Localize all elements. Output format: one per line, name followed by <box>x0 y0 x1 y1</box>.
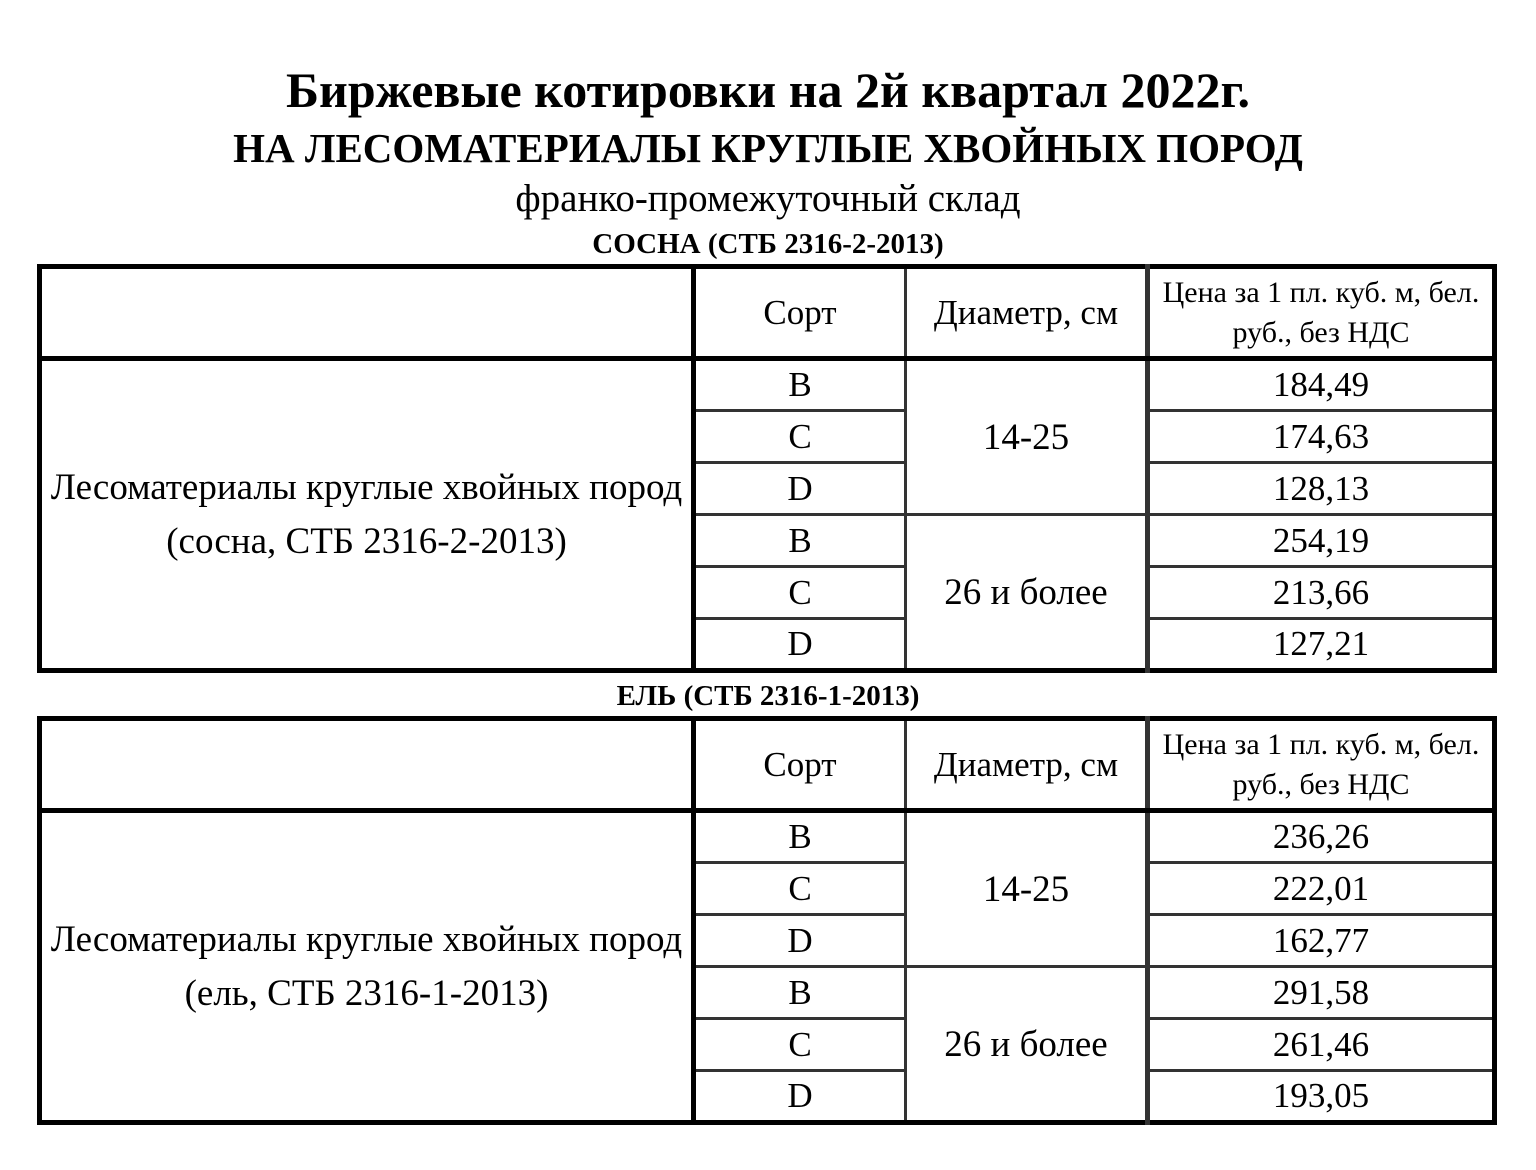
price-cell: 222,01 <box>1148 863 1495 915</box>
price-cell: 213,66 <box>1148 567 1495 619</box>
grade-cell: C <box>694 567 906 619</box>
diameter-cell: 14-25 <box>906 811 1148 967</box>
product-name: Лесоматериалы круглые хвойных пород (сосна, СТБ 2316-2-2013) <box>40 359 694 671</box>
grade-cell: C <box>694 411 906 463</box>
header-diameter: Диаметр, см <box>906 719 1148 811</box>
table-row <box>40 811 1495 863</box>
grade-cell: D <box>694 619 906 671</box>
grade-cell: C <box>694 863 906 915</box>
product-name: Лесоматериалы круглые хвойных пород (ель, СТБ 2316-1-2013) <box>40 811 694 1123</box>
grade-cell: D <box>694 463 906 515</box>
header-diameter: Диаметр, см <box>906 267 1148 359</box>
grade-cell: B <box>694 359 906 411</box>
grade-cell: B <box>694 515 906 567</box>
table-row <box>40 359 1495 411</box>
price-cell: 128,13 <box>1148 463 1495 515</box>
price-cell: 184,49 <box>1148 359 1495 411</box>
grade-cell: C <box>694 1019 906 1071</box>
header-product-cell <box>40 719 694 811</box>
section-caption-pine: СОСНА (СТБ 2316-2-2013) <box>592 228 944 260</box>
price-cell: 193,05 <box>1148 1071 1495 1123</box>
grade-cell: D <box>694 915 906 967</box>
grade-cell: B <box>694 967 906 1019</box>
diameter-cell: 26 и более <box>906 515 1148 671</box>
section-caption-spruce: ЕЛЬ (СТБ 2316-1-2013) <box>616 680 920 712</box>
grade-cell: D <box>694 1071 906 1123</box>
table-header-row <box>40 719 1495 811</box>
price-cell: 162,77 <box>1148 915 1495 967</box>
header-price: Цена за 1 пл. куб. м, бел. руб., без НДС <box>1148 719 1495 811</box>
price-cell: 254,19 <box>1148 515 1495 567</box>
header-price: Цена за 1 пл. куб. м, бел. руб., без НДС <box>1148 267 1495 359</box>
diameter-cell: 14-25 <box>906 359 1148 515</box>
page-subtitle: НА ЛЕСОМАТЕРИАЛЫ КРУГЛЫЕ ХВОЙНЫХ ПОРОД <box>233 125 1303 171</box>
price-cell: 261,46 <box>1148 1019 1495 1071</box>
price-cell: 236,26 <box>1148 811 1495 863</box>
page-title: Биржевые котировки на 2й квартал 2022г. <box>285 62 1251 118</box>
price-cell: 127,21 <box>1148 619 1495 671</box>
price-cell: 291,58 <box>1148 967 1495 1019</box>
quotes-table-pine <box>37 264 1497 673</box>
price-cell: 174,63 <box>1148 411 1495 463</box>
diameter-cell: 26 и более <box>906 967 1148 1123</box>
delivery-basis: франко-промежуточный склад <box>515 177 1021 220</box>
grade-cell: B <box>694 811 906 863</box>
header-product-cell <box>40 267 694 359</box>
quotes-table-spruce <box>37 716 1497 1125</box>
table-header-row <box>40 267 1495 359</box>
header-grade: Сорт <box>694 719 906 811</box>
header-grade: Сорт <box>694 267 906 359</box>
